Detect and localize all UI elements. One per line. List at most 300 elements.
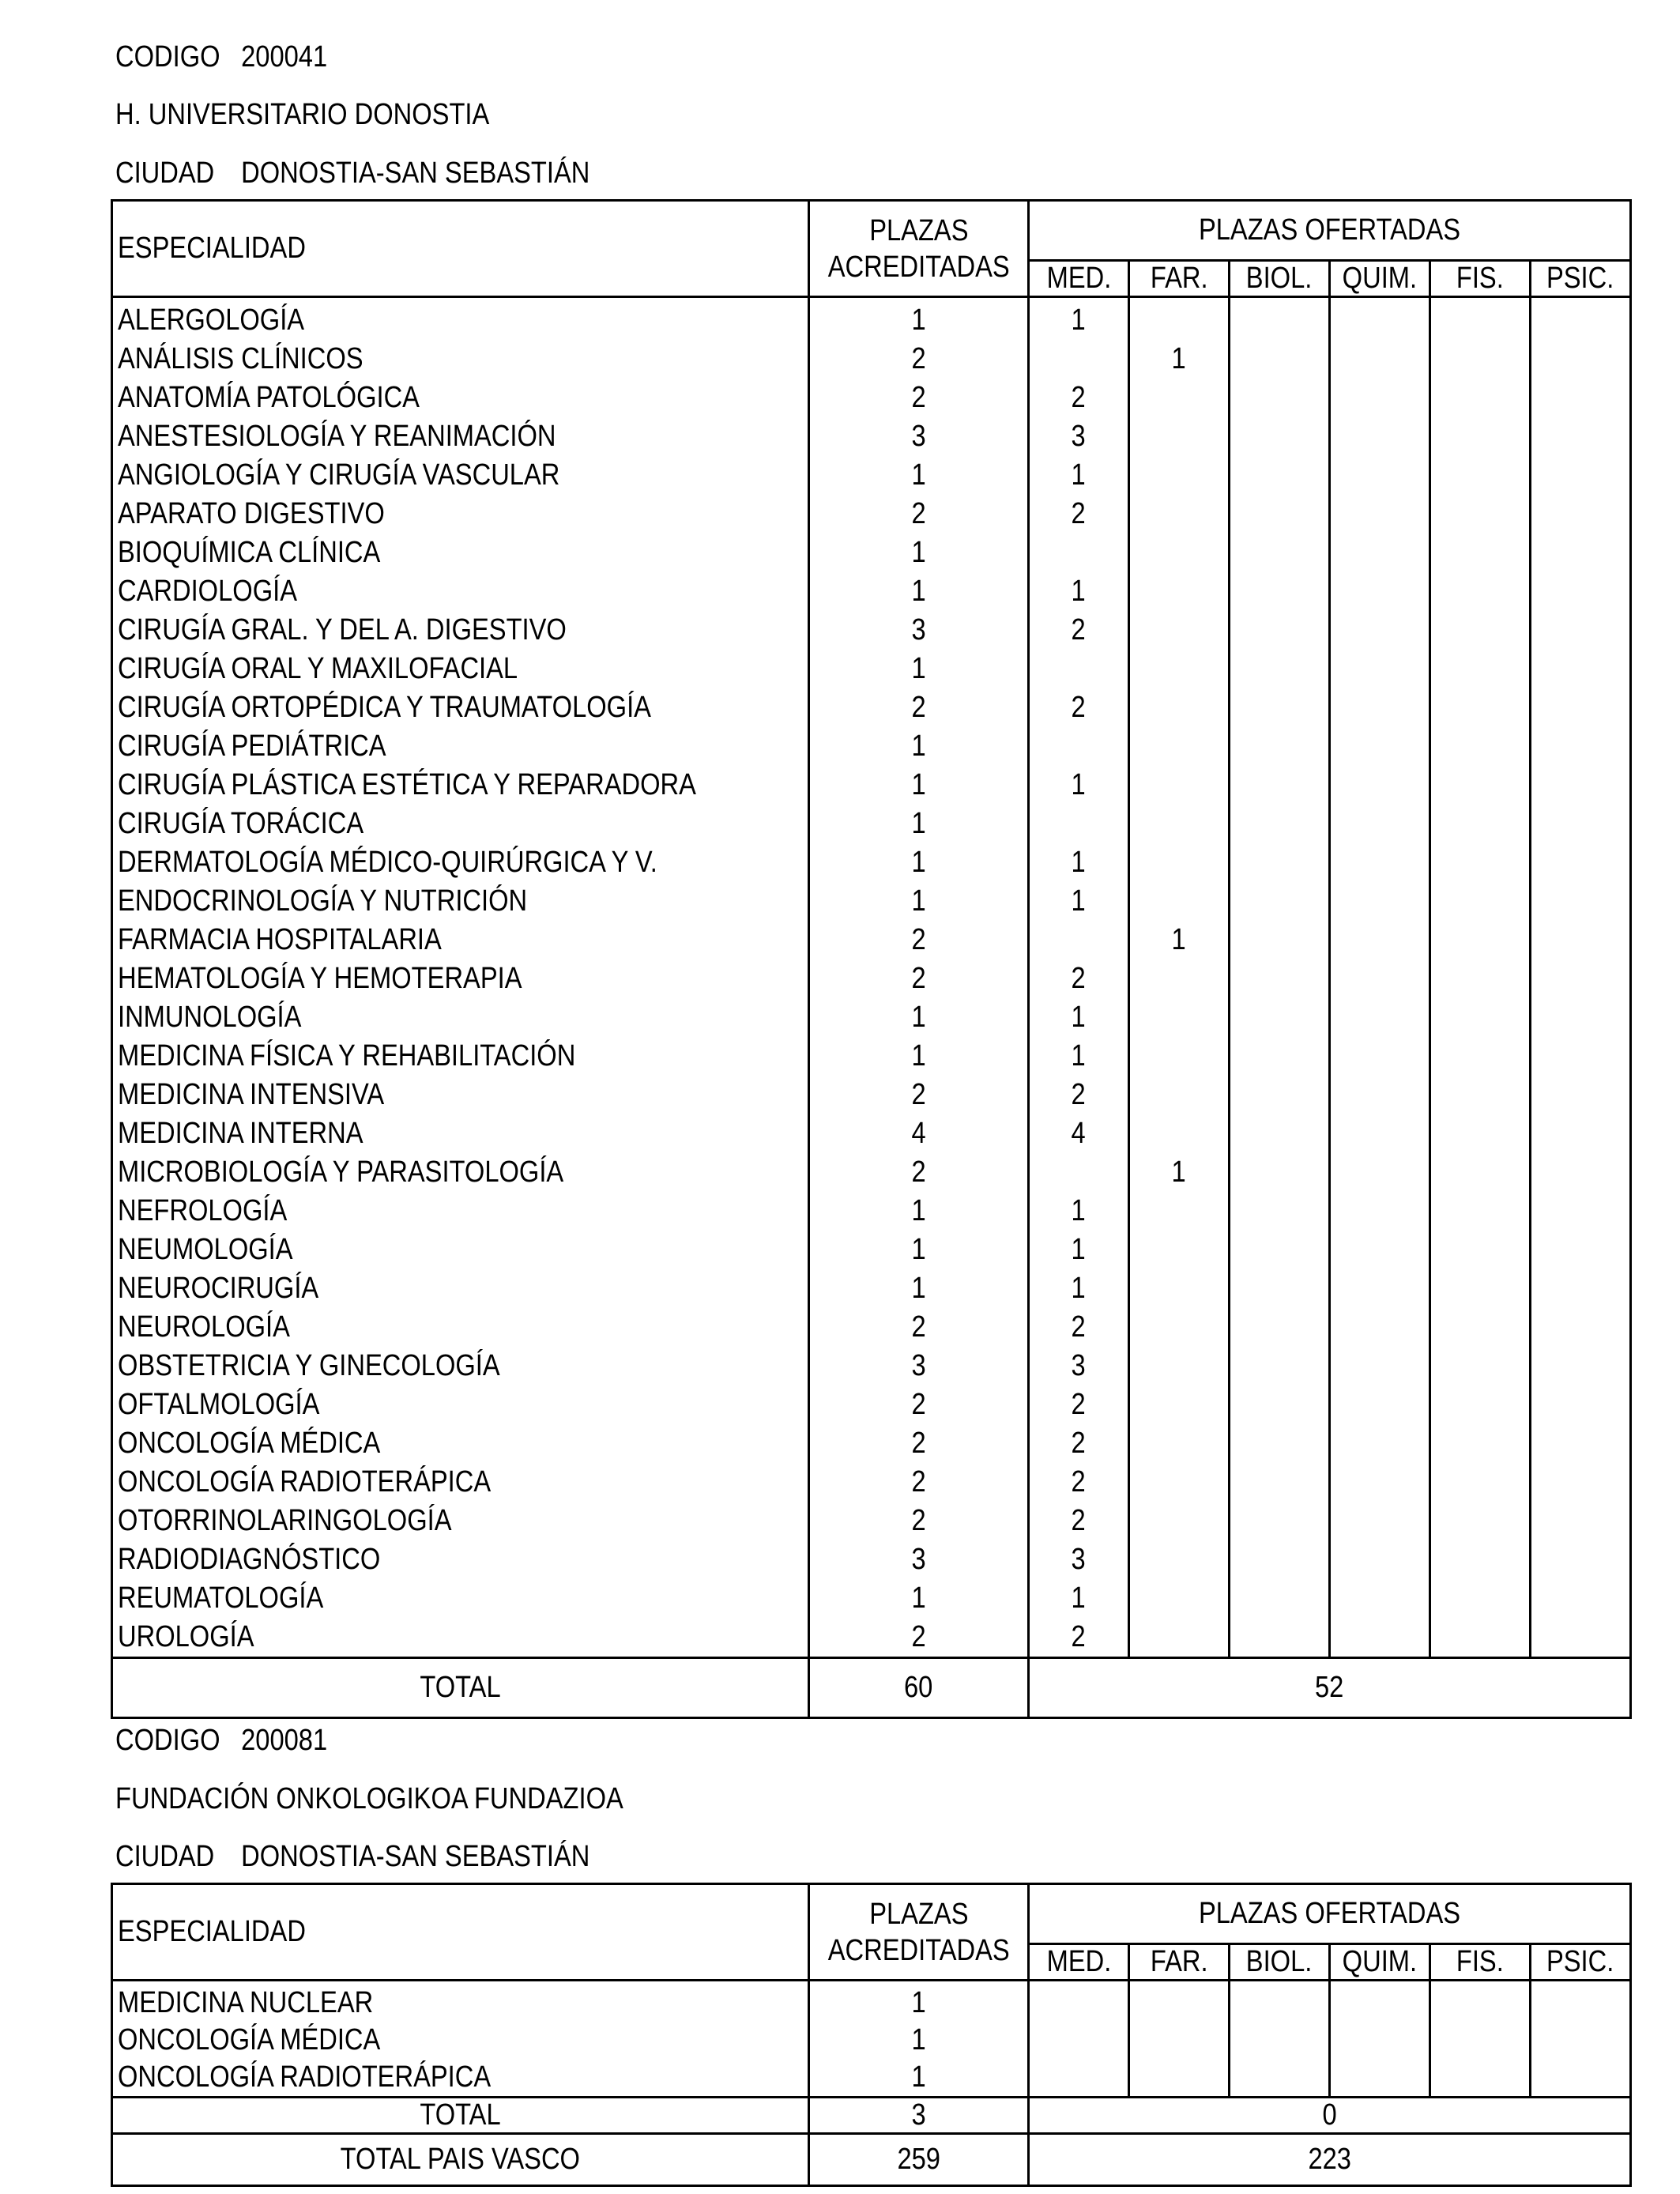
cell-far [1129, 1037, 1230, 1076]
cell-biol [1230, 1385, 1330, 1424]
cell-psic [1531, 1231, 1631, 1269]
cell-med: 3 [1029, 1540, 1129, 1579]
cell-fis [1430, 2059, 1531, 2098]
cell-med: 1 [1029, 1231, 1129, 1269]
cell-acr: 1 [809, 998, 1029, 1037]
total-ofertadas: 52 [1029, 1658, 1631, 1718]
cell-med: 2 [1029, 1502, 1129, 1540]
cell-fis [1430, 1308, 1531, 1347]
cell-fis [1430, 1540, 1531, 1579]
table-row [112, 882, 1631, 921]
table-row [112, 2059, 1631, 2098]
cell-med: 1 [1029, 1192, 1129, 1231]
cell-quim [1330, 495, 1430, 533]
cell-biol [1230, 1192, 1330, 1231]
cell-esp: DERMATOLOGÍA MÉDICO-QUIRÚRGICA Y V. [112, 843, 809, 882]
cell-far [1129, 1579, 1230, 1618]
cell-quim [1330, 611, 1430, 650]
cell-fis [1430, 417, 1531, 456]
cell-biol [1230, 1231, 1330, 1269]
cell-far [1129, 1114, 1230, 1153]
cell-esp: NEUROLOGÍA [112, 1308, 809, 1347]
cell-psic [1531, 340, 1631, 379]
cell-med: 1 [1029, 998, 1129, 1037]
cell-quim [1330, 417, 1430, 456]
cell-biol [1230, 1114, 1330, 1153]
header-biol: BIOL. [1230, 1944, 1330, 1981]
table-row [112, 1037, 1631, 1076]
cell-psic [1531, 1308, 1631, 1347]
cell-fis [1430, 959, 1531, 998]
cell-esp: BIOQUÍMICA CLÍNICA [112, 533, 809, 572]
cell-quim [1330, 1424, 1430, 1463]
cell-esp: INMUNOLOGÍA [112, 998, 809, 1037]
header-fis: FIS. [1430, 1944, 1531, 1981]
cell-quim [1330, 959, 1430, 998]
cell-far [1129, 456, 1230, 495]
cell-acr: 1 [809, 766, 1029, 805]
grand-total-ofertadas: 223 [1029, 2134, 1631, 2186]
cell-biol [1230, 379, 1330, 417]
cell-fis [1430, 1347, 1531, 1385]
cell-acr: 3 [809, 417, 1029, 456]
cell-psic [1531, 417, 1631, 456]
cell-acr: 2 [809, 1618, 1029, 1658]
table-row [112, 417, 1631, 456]
cell-biol [1230, 1037, 1330, 1076]
cell-med: 2 [1029, 1385, 1129, 1424]
cell-quim [1330, 533, 1430, 572]
cell-fis [1430, 1981, 1531, 2022]
table-row [112, 688, 1631, 727]
header-psic: PSIC. [1531, 1944, 1631, 1981]
cell-quim [1330, 650, 1430, 688]
cell-psic [1531, 379, 1631, 417]
cell-far [1129, 379, 1230, 417]
total-acreditadas: 3 [809, 2098, 1029, 2134]
cell-esp: MEDICINA FÍSICA Y REHABILITACIÓN [112, 1037, 809, 1076]
header-plazas-acreditadas: PLAZAS ACREDITADAS [809, 201, 1029, 297]
cell-acr: 2 [809, 1502, 1029, 1540]
cell-med: 2 [1029, 1076, 1129, 1114]
cell-acr: 1 [809, 456, 1029, 495]
cell-med [1029, 727, 1129, 766]
cell-esp: ANÁLISIS CLÍNICOS [112, 340, 809, 379]
table-row [112, 1153, 1631, 1192]
cell-esp: OBSTETRICIA Y GINECOLOGÍA [112, 1347, 809, 1385]
cell-esp: CIRUGÍA ORAL Y MAXILOFACIAL [112, 650, 809, 688]
cell-quim [1330, 805, 1430, 843]
cell-esp: ANATOMÍA PATOLÓGICA [112, 379, 809, 417]
cell-esp: CIRUGÍA PLÁSTICA ESTÉTICA Y REPARADORA [112, 766, 809, 805]
cell-psic [1531, 1385, 1631, 1424]
cell-psic [1531, 1579, 1631, 1618]
section2-codigo [115, 1725, 327, 1756]
cell-biol [1230, 611, 1330, 650]
cell-psic [1531, 921, 1631, 959]
cell-acr: 1 [809, 297, 1029, 341]
cell-quim [1330, 1192, 1430, 1231]
cell-psic [1531, 959, 1631, 998]
cell-esp: CIRUGÍA GRAL. Y DEL A. DIGESTIVO [112, 611, 809, 650]
cell-quim [1330, 1076, 1430, 1114]
cell-med: 3 [1029, 417, 1129, 456]
table-row [112, 2022, 1631, 2059]
cell-med: 2 [1029, 1424, 1129, 1463]
table-row [112, 340, 1631, 379]
cell-fis [1430, 379, 1531, 417]
cell-esp: CIRUGÍA TORÁCICA [112, 805, 809, 843]
cell-fis [1430, 1114, 1531, 1153]
cell-esp: FARMACIA HOSPITALARIA [112, 921, 809, 959]
cell-med: 2 [1029, 611, 1129, 650]
cell-biol [1230, 805, 1330, 843]
cell-far [1129, 572, 1230, 611]
cell-psic [1531, 688, 1631, 727]
section1-hospital [115, 99, 489, 130]
cell-fis [1430, 2022, 1531, 2059]
cell-psic [1531, 2022, 1631, 2059]
table-row [112, 495, 1631, 533]
cell-acr: 2 [809, 1076, 1029, 1114]
cell-fis [1430, 533, 1531, 572]
cell-acr: 1 [809, 1231, 1029, 1269]
cell-fis [1430, 1153, 1531, 1192]
cell-med [1029, 533, 1129, 572]
cell-psic [1531, 297, 1631, 341]
cell-biol [1230, 766, 1330, 805]
cell-esp: ANESTESIOLOGÍA Y REANIMACIÓN [112, 417, 809, 456]
cell-acr: 1 [809, 572, 1029, 611]
codigo-label: CODIGO [115, 40, 220, 74]
table-row [112, 805, 1631, 843]
cell-fis [1430, 1192, 1531, 1231]
header-far: FAR. [1129, 261, 1230, 297]
cell-far: 1 [1129, 1153, 1230, 1192]
header-especialidad: ESPECIALIDAD [112, 201, 809, 297]
total-label: TOTAL [112, 2098, 809, 2134]
table-row [112, 1308, 1631, 1347]
cell-far [1129, 1463, 1230, 1502]
cell-med: 3 [1029, 1347, 1129, 1385]
cell-psic [1531, 1114, 1631, 1153]
cell-psic [1531, 495, 1631, 533]
cell-acr: 1 [809, 533, 1029, 572]
cell-quim [1330, 1540, 1430, 1579]
cell-esp: MEDICINA INTENSIVA [112, 1076, 809, 1114]
grand-total-label: TOTAL PAIS VASCO [112, 2134, 809, 2186]
cell-psic [1531, 727, 1631, 766]
cell-esp: CARDIOLOGÍA [112, 572, 809, 611]
cell-med: 2 [1029, 1618, 1129, 1658]
section1-table [111, 199, 1632, 1719]
cell-psic [1531, 533, 1631, 572]
cell-psic [1531, 1540, 1631, 1579]
cell-fis [1430, 1579, 1531, 1618]
ciudad-value: DONOSTIA-SAN SEBASTIÁN [241, 1840, 590, 1873]
cell-quim [1330, 1231, 1430, 1269]
table-row [112, 1424, 1631, 1463]
cell-biol [1230, 1463, 1330, 1502]
cell-far [1129, 766, 1230, 805]
cell-esp: RADIODIAGNÓSTICO [112, 1540, 809, 1579]
cell-fis [1430, 882, 1531, 921]
section2-rows [112, 1981, 1631, 2098]
table-row [112, 1502, 1631, 1540]
section1-ciudad [115, 157, 590, 189]
hospital-name: FUNDACIÓN ONKOLOGIKOA FUNDAZIOA [115, 1782, 623, 1815]
cell-med: 1 [1029, 1579, 1129, 1618]
cell-far [1129, 650, 1230, 688]
header-fis: FIS. [1430, 261, 1531, 297]
table-row [112, 1981, 1631, 2022]
cell-biol [1230, 1153, 1330, 1192]
cell-far [1129, 843, 1230, 882]
header-med: MED. [1029, 261, 1129, 297]
cell-esp: OFTALMOLOGÍA [112, 1385, 809, 1424]
total-label: TOTAL [112, 1658, 809, 1718]
cell-acr: 1 [809, 650, 1029, 688]
cell-acr: 1 [809, 2059, 1029, 2098]
cell-esp: ANGIOLOGÍA Y CIRUGÍA VASCULAR [112, 456, 809, 495]
cell-quim [1330, 572, 1430, 611]
cell-far [1129, 1347, 1230, 1385]
cell-far [1129, 1502, 1230, 1540]
cell-psic [1531, 882, 1631, 921]
cell-far [1129, 2059, 1230, 2098]
cell-quim [1330, 1502, 1430, 1540]
cell-biol [1230, 1540, 1330, 1579]
table-row [112, 1192, 1631, 1231]
cell-esp: NEUMOLOGÍA [112, 1231, 809, 1269]
cell-med: 1 [1029, 1037, 1129, 1076]
table-row [112, 1579, 1631, 1618]
cell-biol [1230, 533, 1330, 572]
cell-far [1129, 688, 1230, 727]
cell-biol [1230, 727, 1330, 766]
cell-far [1129, 1981, 1230, 2022]
cell-esp: CIRUGÍA ORTOPÉDICA Y TRAUMATOLOGÍA [112, 688, 809, 727]
cell-med: 1 [1029, 297, 1129, 341]
section1-rows [112, 297, 1631, 1658]
cell-acr: 2 [809, 1153, 1029, 1192]
cell-fis [1430, 1385, 1531, 1424]
cell-fis [1430, 1502, 1531, 1540]
cell-fis [1430, 921, 1531, 959]
cell-quim [1330, 2059, 1430, 2098]
cell-biol [1230, 1618, 1330, 1658]
cell-psic [1531, 1502, 1631, 1540]
cell-quim [1330, 727, 1430, 766]
cell-med [1029, 921, 1129, 959]
cell-psic [1531, 1463, 1631, 1502]
cell-biol [1230, 650, 1330, 688]
cell-med: 2 [1029, 495, 1129, 533]
header-quim: QUIM. [1330, 1944, 1430, 1981]
cell-quim [1330, 766, 1430, 805]
cell-biol [1230, 2022, 1330, 2059]
table-row [112, 533, 1631, 572]
cell-psic [1531, 1076, 1631, 1114]
cell-far: 1 [1129, 921, 1230, 959]
cell-far [1129, 1192, 1230, 1231]
cell-biol [1230, 1981, 1330, 2022]
cell-far [1129, 1076, 1230, 1114]
table-row [112, 297, 1631, 341]
cell-fis [1430, 1231, 1531, 1269]
cell-quim [1330, 921, 1430, 959]
cell-med [1029, 1981, 1129, 2022]
cell-med [1029, 650, 1129, 688]
cell-fis [1430, 611, 1531, 650]
cell-acr: 2 [809, 1424, 1029, 1463]
cell-acr: 3 [809, 611, 1029, 650]
cell-med: 1 [1029, 843, 1129, 882]
cell-quim [1330, 379, 1430, 417]
cell-far [1129, 1385, 1230, 1424]
cell-psic [1531, 2059, 1631, 2098]
cell-fis [1430, 495, 1531, 533]
cell-far [1129, 1269, 1230, 1308]
hospital-name: H. UNIVERSITARIO DONOSTIA [115, 98, 490, 131]
table-row [112, 921, 1631, 959]
cell-acr: 3 [809, 1347, 1029, 1385]
cell-far [1129, 1424, 1230, 1463]
cell-far [1129, 959, 1230, 998]
table-row [112, 379, 1631, 417]
cell-far [1129, 805, 1230, 843]
cell-fis [1430, 572, 1531, 611]
header-plazas-acreditadas: PLAZAS ACREDITADAS [809, 1884, 1029, 1981]
cell-acr: 2 [809, 1385, 1029, 1424]
cell-psic [1531, 1269, 1631, 1308]
cell-biol [1230, 1347, 1330, 1385]
cell-fis [1430, 456, 1531, 495]
cell-biol [1230, 998, 1330, 1037]
cell-fis [1430, 1076, 1531, 1114]
cell-quim [1330, 998, 1430, 1037]
cell-med: 2 [1029, 379, 1129, 417]
grand-total-row [112, 2134, 1631, 2186]
cell-psic [1531, 650, 1631, 688]
cell-acr: 4 [809, 1114, 1029, 1153]
cell-psic [1531, 843, 1631, 882]
cell-psic [1531, 1347, 1631, 1385]
header-especialidad: ESPECIALIDAD [112, 1884, 809, 1981]
cell-esp: ENDOCRINOLOGÍA Y NUTRICIÓN [112, 882, 809, 921]
cell-esp: ONCOLOGÍA RADIOTERÁPICA [112, 1463, 809, 1502]
cell-biol [1230, 843, 1330, 882]
cell-acr: 2 [809, 1463, 1029, 1502]
cell-biol [1230, 417, 1330, 456]
cell-fis [1430, 1269, 1531, 1308]
cell-quim [1330, 882, 1430, 921]
cell-acr: 1 [809, 805, 1029, 843]
codigo-value: 200041 [241, 40, 328, 74]
table-row [112, 998, 1631, 1037]
cell-med: 2 [1029, 1308, 1129, 1347]
cell-med: 1 [1029, 766, 1129, 805]
table-row [112, 1114, 1631, 1153]
cell-biol [1230, 688, 1330, 727]
cell-med [1029, 2022, 1129, 2059]
cell-med: 1 [1029, 1269, 1129, 1308]
table-row [112, 1618, 1631, 1658]
ciudad-value: DONOSTIA-SAN SEBASTIÁN [241, 156, 590, 190]
cell-esp: MEDICINA INTERNA [112, 1114, 809, 1153]
cell-far [1129, 533, 1230, 572]
cell-fis [1430, 843, 1531, 882]
cell-far: 1 [1129, 340, 1230, 379]
cell-biol [1230, 959, 1330, 998]
table-row [112, 1076, 1631, 1114]
header-biol: BIOL. [1230, 261, 1330, 297]
cell-quim [1330, 1579, 1430, 1618]
table-row [112, 1347, 1631, 1385]
cell-biol [1230, 882, 1330, 921]
cell-psic [1531, 998, 1631, 1037]
table-row [112, 650, 1631, 688]
table-row [112, 1231, 1631, 1269]
header-med: MED. [1029, 1944, 1129, 1981]
cell-acr: 1 [809, 1037, 1029, 1076]
cell-far [1129, 495, 1230, 533]
cell-quim [1330, 688, 1430, 727]
cell-biol [1230, 921, 1330, 959]
cell-acr: 1 [809, 882, 1029, 921]
cell-acr: 1 [809, 843, 1029, 882]
cell-esp: MEDICINA NUCLEAR [112, 1981, 809, 2022]
cell-fis [1430, 340, 1531, 379]
table-row [112, 1269, 1631, 1308]
cell-fis [1430, 766, 1531, 805]
grand-total-acreditadas: 259 [809, 2134, 1029, 2186]
table-row [112, 456, 1631, 495]
cell-med [1029, 2059, 1129, 2098]
cell-acr: 2 [809, 1308, 1029, 1347]
section2-hospital [115, 1783, 623, 1815]
table-row [112, 843, 1631, 882]
cell-esp: HEMATOLOGÍA Y HEMOTERAPIA [112, 959, 809, 998]
cell-quim [1330, 456, 1430, 495]
cell-far [1129, 611, 1230, 650]
cell-fis [1430, 1424, 1531, 1463]
cell-acr: 2 [809, 495, 1029, 533]
cell-psic [1531, 456, 1631, 495]
cell-quim [1330, 1981, 1430, 2022]
cell-esp: OTORRINOLARINGOLOGÍA [112, 1502, 809, 1540]
cell-fis [1430, 727, 1531, 766]
cell-acr: 1 [809, 727, 1029, 766]
cell-med: 2 [1029, 688, 1129, 727]
cell-acr: 1 [809, 1981, 1029, 2022]
cell-fis [1430, 1463, 1531, 1502]
section2-total-row [112, 2098, 1631, 2134]
cell-quim [1330, 1308, 1430, 1347]
cell-med: 1 [1029, 572, 1129, 611]
cell-biol [1230, 2059, 1330, 2098]
cell-quim [1330, 1463, 1430, 1502]
header-psic: PSIC. [1531, 261, 1631, 297]
cell-acr: 1 [809, 1269, 1029, 1308]
cell-quim [1330, 297, 1430, 341]
cell-psic [1531, 1981, 1631, 2022]
cell-far [1129, 1231, 1230, 1269]
ciudad-label: CIUDAD [115, 156, 215, 190]
cell-esp: ONCOLOGÍA MÉDICA [112, 2022, 809, 2059]
table-row [112, 611, 1631, 650]
cell-fis [1430, 297, 1531, 341]
